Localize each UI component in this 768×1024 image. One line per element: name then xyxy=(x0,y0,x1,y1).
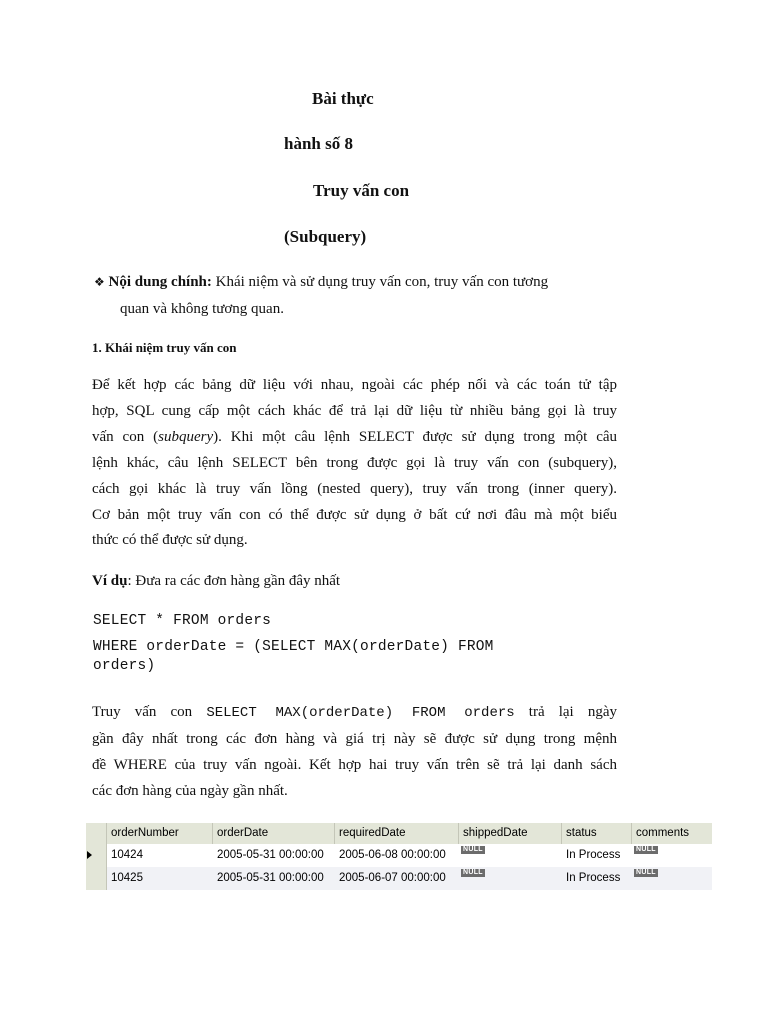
para-line-3-rest: Khi một câu lệnh SELECT được sử dụng trong một câu xyxy=(230,429,618,445)
explain-line-3: đề WHERE của truy vấn ngoài. Kết hợp hai truy vấn trên sẽ trả lại danh sách xyxy=(92,757,617,773)
header-requireddate[interactable]: requiredDate xyxy=(335,823,459,844)
null-badge: NULL xyxy=(636,869,656,876)
code-line-3: orders) xyxy=(93,658,156,674)
example-text: : Đưa ra các đơn hàng gần đây nhất xyxy=(127,573,341,589)
header-orderdate[interactable]: orderDate xyxy=(213,823,335,844)
example-line xyxy=(92,573,340,590)
header-comments[interactable]: comments xyxy=(636,827,690,839)
cell-orderdate[interactable]: 2005-05-31 00:00:00 xyxy=(217,872,324,884)
cell-status[interactable]: In Process xyxy=(566,872,621,884)
header-shippeddate[interactable]: shippedDate xyxy=(459,823,562,844)
current-row-icon xyxy=(87,851,92,859)
subquery-term: subquery xyxy=(158,429,214,445)
explain-prefix: Truy vấn con xyxy=(92,704,207,720)
null-badge: NULL xyxy=(463,869,483,876)
main-content-label: Nội dung chính: xyxy=(108,274,212,290)
para-line-3-mid: ). xyxy=(213,429,231,445)
cell-ordernumber[interactable]: 10424 xyxy=(111,849,143,861)
cell-ordernumber[interactable]: 10425 xyxy=(111,872,143,884)
para-line-4: lệnh khác, câu lệnh SELECT bên trong được gọi là truy vấn con (subquery), xyxy=(92,455,617,471)
cell-requireddate[interactable]: 2005-06-08 00:00:00 xyxy=(339,849,446,861)
para-line-6: Cơ bản một truy vấn con có thể được sử dụng ở bất cứ nơi đâu mà một biểu xyxy=(92,507,617,523)
cell-orderdate[interactable]: 2005-05-31 00:00:00 xyxy=(217,849,324,861)
section-heading: 1. Khái niệm truy vấn con xyxy=(92,340,237,355)
explain-line-1 xyxy=(92,704,617,721)
grid-header xyxy=(86,823,712,845)
para-line-1: Để kết hợp các bảng dữ liệu với nhau, ngoài các phép nối và các toán tử tập xyxy=(92,377,617,393)
para-line-7: thức có thể được sử dụng. xyxy=(92,532,248,548)
cell-shippeddate[interactable] xyxy=(459,867,562,890)
header-status[interactable]: status xyxy=(562,823,632,844)
cell-shippeddate[interactable] xyxy=(459,844,562,867)
row-selector[interactable] xyxy=(86,867,107,890)
explain-suffix: trả lại ngày xyxy=(514,704,617,720)
table-row[interactable] xyxy=(86,867,712,890)
explain-code: SELECT MAX(orderDate) FROM orders xyxy=(206,705,515,721)
bullet-icon: ❖ xyxy=(94,275,105,289)
cell-comments[interactable] xyxy=(632,867,712,890)
para-line-2: hợp, SQL cung cấp một cách khác để trả lại dữ liệu từ nhiều bảng gọi là truy xyxy=(92,403,617,419)
table-row[interactable] xyxy=(86,844,712,867)
title-line-1: Bài thực xyxy=(312,89,374,108)
null-badge: NULL xyxy=(636,846,656,853)
main-content-text: Khái niệm và sử dụng truy vấn con, truy vấn con tương xyxy=(211,274,549,290)
main-content-line-2: quan và không tương quan. xyxy=(120,301,284,317)
result-grid xyxy=(86,823,712,893)
title-line-4: (Subquery) xyxy=(284,227,367,246)
explain-line-4: các đơn hàng của ngày gần nhất. xyxy=(92,783,288,799)
title-line-3: Truy vấn con xyxy=(313,181,410,200)
example-label: Ví dụ xyxy=(92,573,128,589)
code-line-2: WHERE orderDate = (SELECT MAX(orderDate) FROM xyxy=(93,639,494,655)
para-line-5: cách gọi khác là truy vấn lồng (nested query), truy vấn trong (inner query). xyxy=(92,481,617,497)
cell-status[interactable]: In Process xyxy=(566,849,621,861)
header-selector xyxy=(86,823,107,844)
main-content-line-1 xyxy=(94,269,548,296)
para-line-3-prefix: vấn con ( xyxy=(92,429,159,445)
null-badge: NULL xyxy=(463,846,483,853)
para-line-3 xyxy=(92,429,617,446)
code-line-1: SELECT * FROM orders xyxy=(93,613,272,629)
header-ordernumber[interactable]: orderNumber xyxy=(107,823,213,844)
explain-line-2: gần đây nhất trong các đơn hàng và giá trị này sẽ được sử dụng trong mệnh xyxy=(92,731,617,747)
row-selector[interactable] xyxy=(86,844,107,867)
cell-requireddate[interactable]: 2005-06-07 00:00:00 xyxy=(339,872,446,884)
title-line-2: hành số 8 xyxy=(284,134,353,153)
cell-comments[interactable] xyxy=(632,844,712,867)
